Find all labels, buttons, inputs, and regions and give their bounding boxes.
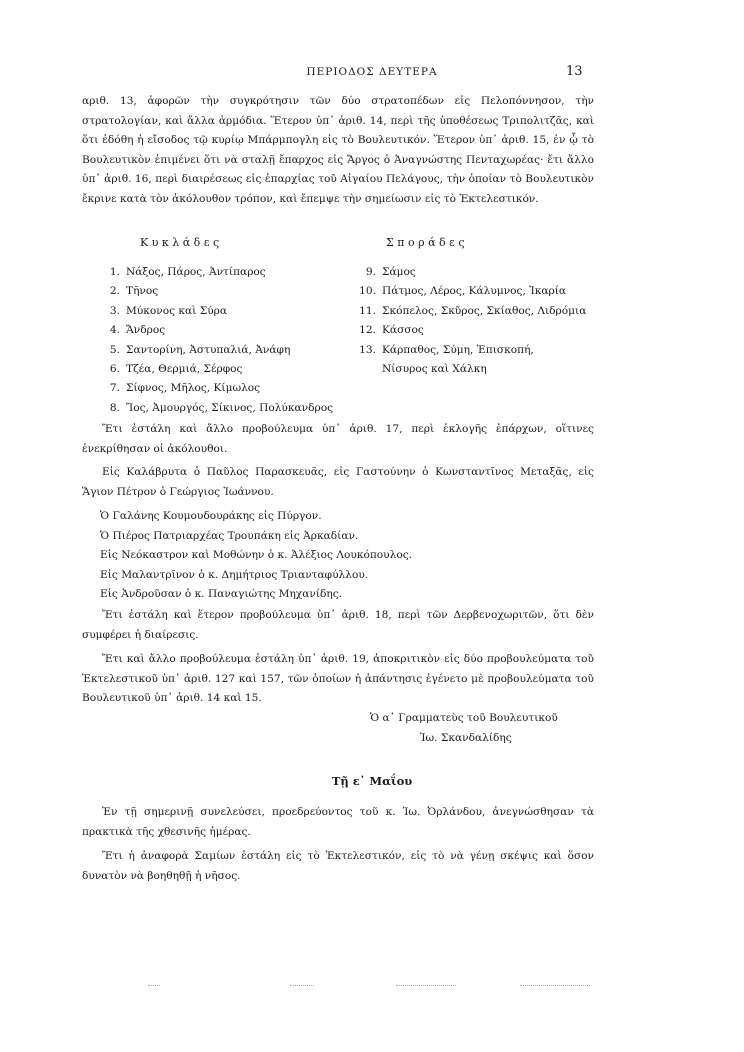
- appointment-line: Ὁ Πιέρος Πατριαρχέας Τρουπάκη εἰς Ἀρκαδίαν.: [100, 529, 359, 542]
- item-name: Νάξος, Πάρος, Ἀντίπαρος: [126, 266, 266, 278]
- item-number: 9.: [365, 266, 376, 278]
- paragraph-17: [82, 420, 594, 459]
- item-number: 6.: [109, 363, 120, 376]
- sporades-list: [356, 263, 586, 379]
- appointments-list: [100, 507, 596, 605]
- item-name: Τῆνος: [126, 285, 159, 298]
- cyclades-heading: Κυκλάδες: [140, 236, 223, 249]
- list-item: [106, 263, 333, 282]
- session-paragraph-1: [82, 803, 594, 842]
- item-name: Ἄνδρος: [126, 324, 166, 337]
- item-name: Σκόπελος, Σκῦρος, Σκίαθος, Λιδρόμια: [382, 304, 587, 317]
- session-paragraph-2-text: Ἔτι ἡ ἀναφορὰ Σαμίων ἐστάλη εἰς τὸ Ἐκτελεστικόν, εἰς τὸ νὰ γένῃ σκέψις καὶ ὅσον δυνατὸν νὰ βοηθηθῇ ἡ νῆσος.: [82, 850, 594, 882]
- list-item: [106, 399, 333, 418]
- item-number: 2.: [109, 285, 120, 298]
- item-number: 7.: [109, 382, 120, 395]
- list-item: [106, 282, 333, 301]
- cyclades-list: [106, 263, 333, 418]
- paragraph-17-text: Ἔτι ἐστάλη καὶ ἄλλο προβούλευμα ὑπ᾽ ἀριθ. 17, περὶ ἐκλογῆς ἐπάρχων, οἵτινες ἐνεκρίθησαν οἱ ἀκόλουθοι.: [82, 423, 594, 455]
- date-heading: Τῇ ε᾽ Μαΐου: [331, 774, 413, 788]
- item-name: Ἴος, Ἀμουργός, Σίκινος, Πολύκανδρος: [126, 401, 334, 414]
- list-item: [106, 360, 333, 379]
- scan-artifact-dots: [148, 985, 160, 987]
- item-name: Σαντορίνη, Ἀστυπαλιά, Ἀνάφη: [126, 343, 291, 356]
- list-item-continuation: Νίσυρος καὶ Χάλκη: [382, 363, 487, 376]
- page-number: 13: [566, 64, 583, 79]
- scan-artifact-dots: [396, 985, 456, 987]
- list-item: [106, 302, 333, 321]
- item-number: 8.: [109, 401, 120, 414]
- appointments-first: [82, 463, 594, 502]
- sporades-heading: Σποράδες: [386, 236, 469, 249]
- item-name: Κάρπαθος, Σύμη, Ἐπισκοπή,: [382, 343, 534, 356]
- list-item: [106, 321, 333, 340]
- paragraph-18: [82, 606, 594, 645]
- item-number: 11.: [359, 304, 376, 317]
- item-number: 5.: [109, 343, 120, 356]
- item-name: Πάτμος, Λέρος, Κάλυμνος, Ἰκαρία: [382, 285, 567, 298]
- item-name: Κάσσος: [382, 324, 424, 337]
- item-number: 1.: [109, 266, 120, 278]
- appointments-first-text: Εἰς Καλάβρυτα ὁ Παῦλος Παρασκευᾶς, εἰς Γαστούνην ὁ Κωνσταντῖνος Μεταξᾶς, εἰς Ἅγιον Πέτρον ὁ Γεώργιος Ἰωάννου.: [82, 466, 594, 498]
- item-number: 13.: [359, 343, 376, 356]
- signature-block: [370, 709, 558, 748]
- item-number: 3.: [109, 304, 120, 317]
- list-item: [106, 341, 333, 360]
- item-number: 10.: [359, 285, 376, 298]
- appointment-line: Εἰς Μαλαντρῖνον ὁ κ. Δημήτριος Τριανταφύλλου.: [100, 568, 369, 581]
- list-item: [106, 379, 333, 398]
- signature-title: Ὁ α᾽ Γραμματεὺς τοῦ Βουλευτικοῦ: [370, 712, 558, 724]
- item-name: Μύκονος καὶ Σύρα: [126, 304, 228, 317]
- item-number: 4.: [109, 324, 120, 337]
- list-item: [356, 302, 586, 321]
- intro-paragraph: [82, 92, 594, 210]
- item-number: 12.: [359, 324, 376, 337]
- intro-text: αριθ. 13, ἀφορῶν τὴν συγκρότησιν τῶν δύο στρατοπέδων εἰς Πελοπόννησον, τὴν στρατολογίαν, καὶ ἄλλα ἁρμόδια. Ἕτερον ὑπ᾽ ἀριθ. 14, περὶ τῆς ὑποθέσεως Τριπολιτζᾶς, καὶ ὅτι ἐδόθη ἡ εἴσοδος τῷ κυρίῳ Μπάρμπογλη εἰς τὸ Βουλευτικόν. Ἕτερον ὑπ᾽ ἀριθ. 15, ἐν ᾧ τὸ Βουλευτικὸν ἐπιμένει ὅτι νὰ σταλῇ ἔπαρχος εἰς Ἄργος ὁ Ἀναγνώστης Πενταχωρέας· ἔτι ἄλλο ὑπ᾽ ἀριθ. 16, περὶ διαιρέσεως εἰς ἐπαρχίας τοῦ Αἰγαίου Πελάγους, τὴν ὁποίαν τὸ Βουλευτικὸν ἔκρινε κατὰ τὸν ἀκόλουθον τρόπον, καὶ ἔπεμψε τὴν σημείωσιν εἰς τὸ Ἐκτελεστικόν.: [82, 95, 594, 205]
- session-paragraph-2: [82, 847, 594, 886]
- scan-artifact-dots: [290, 985, 314, 987]
- session-paragraph-1-text: Ἐν τῇ σημερινῇ συνελεύσει, προεδρεύοντος τοῦ κ. Ἰω. Ὀρλάνδου, ἀνεγνώσθησαν τὰ πρακτικὰ τῆς χθεσινῆς ἡμέρας.: [82, 806, 594, 838]
- scan-artifact-dots: [520, 985, 590, 987]
- list-item: [356, 341, 586, 360]
- appointment-line: Ὁ Γαλάνης Κουμουδουράκης εἰς Πύργον.: [100, 510, 322, 522]
- item-name: Σάμος: [382, 266, 416, 278]
- list-item: [356, 263, 586, 282]
- list-item: [356, 321, 586, 340]
- running-title: ΠΕΡΙΟΔΟΣ ΔΕΥΤΕΡΑ: [306, 66, 438, 78]
- item-name: Σίφνος, Μῆλος, Κίμωλος: [126, 382, 261, 395]
- appointment-line: Εἰς Νεόκαστρον καὶ Μοθώνην ὁ κ. Ἀλέξιος Λουκόπουλος.: [100, 549, 412, 562]
- signature-name: Ἰω. Σκανδαλίδης: [420, 731, 512, 744]
- paragraph-19-text: Ἔτι καὶ ἄλλο προβούλευμα ἐστάλη ὑπ᾽ ἀριθ. 19, ἀποκριτικὸν εἰς δύο προβουλεύματα τοῦ Ἐκτελεστικοῦ ὑπ᾽ ἀριθ. 127 καὶ 157, τῶν ὁποίων ἡ ἀπάντησις ἐγένετο μὲ προβουλεύματα τοῦ Βουλευτικοῦ ὑπ᾽ ἀριθ. 14 καὶ 15.: [82, 653, 594, 705]
- appointment-line: Εἰς Ἀνδροῦσαν ὁ κ. Παναγιώτης Μηχανίδης.: [100, 588, 343, 601]
- item-name: Τζέα, Θερμιά, Σέρφος: [126, 363, 243, 376]
- list-item: [356, 282, 586, 301]
- paragraph-19: [82, 650, 594, 709]
- paragraph-18-text: Ἔτι ἐστάλη καὶ ἕτερον προβούλευμα ὑπ᾽ ἀριθ. 18, περὶ τῶν Δερβενοχωριτῶν, ὅτι δὲν συμφέρει ἡ διαίρεσις.: [82, 609, 594, 641]
